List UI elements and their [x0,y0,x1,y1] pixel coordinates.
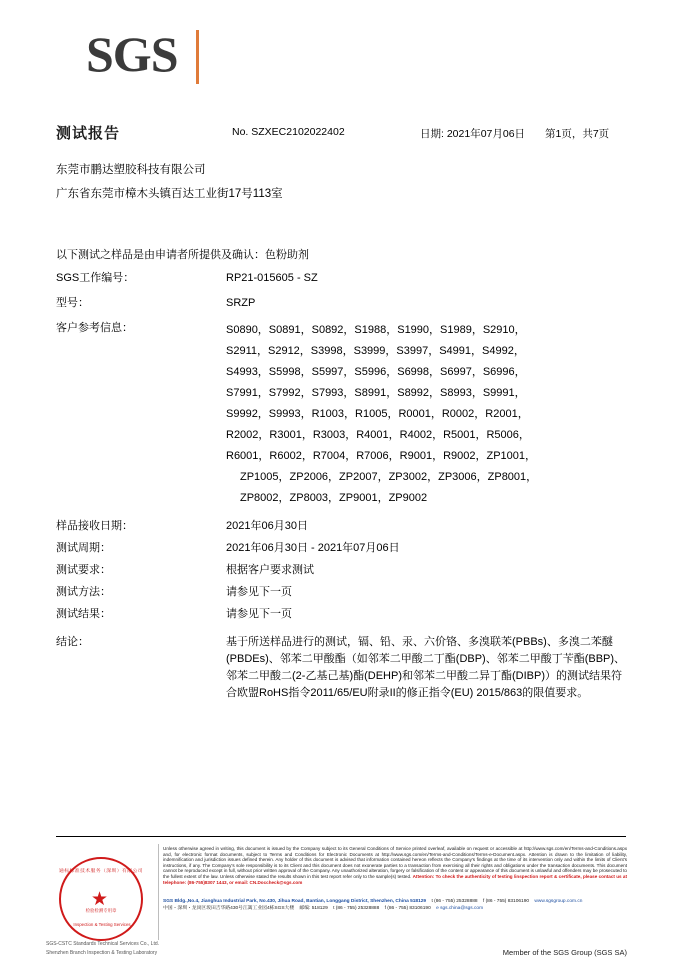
list-item: S9992，S9993，R1003，R1005，R0001，R0002，R2001， [226,408,529,420]
footer-tel-cn: t (86 - 755) 25328888 [333,906,380,912]
page-footer [0,836,677,959]
field-label: 客户参考信息： [56,322,133,334]
list-item: S7991，S7992，S7993，S8991，S8992，S8993，S9991， [226,387,526,399]
field-row [56,606,631,625]
list-item: R2002，R3001，R3003，R4001，R4002，R5001，R5006， [226,429,530,441]
report-date: 日期: 2021年07月06日 [420,128,526,140]
customer-reference-values [226,320,631,509]
footer-address-en: SGS Bldg.,No.4, Jianghua Industrial Park, No.430, Jihua Road, Bantian, Longgang District, Shenzhen, China 518129 [163,899,427,904]
field-list [56,270,631,708]
field-value: 2021年06月30日 [226,520,308,532]
conclusion-text: 基于所送样品进行的测试，镉、铅、汞、六价铬、多溴联苯(PBBs)、多溴二苯醚(PBDEs)、邻苯二甲酸酯（如邻苯二甲酸二丁酯(DBP)、邻苯二甲酸丁苄酯(BBP)、邻苯二甲酸二(2-乙基己基)酯(DEHP)和邻苯二甲酸二异丁酯(DIBP)）的测试结果符合欧盟RoHS指令2011/65/EU附录II的修正指令(EU) 2015/863的限值要求。 [226,636,626,699]
customer-reference-row [56,320,631,509]
stamp-mid-text: 检验检测专用章 [85,908,117,913]
sgs-logo-text: SGS [86,26,178,82]
sgs-logo-bar [196,30,199,84]
list-item: ZP1005，ZP2006，ZP2007，ZP3002，ZP3006，ZP8001， [240,471,538,483]
sgs-logo [86,28,196,90]
footer-terms [163,846,627,885]
footer-tel-en: t (86 - 755) 25328888 [431,899,478,904]
footer-fax-cn: f (86 - 755) 83106190 [384,906,431,912]
title-row [56,122,626,144]
field-value: 请参见下一页 [226,586,292,598]
list-item: S2911，S2912，S3998，S3999，S3997，S4991，S4992， [226,345,525,357]
stamp-bottom-text: Inspection & Testing Services [73,922,131,927]
company-stamp [46,852,160,956]
field-row [56,584,631,603]
field-value: SRZP [226,297,256,309]
field-row [56,295,631,314]
field-value: 请参见下一页 [226,608,292,620]
footer-divider [56,836,626,837]
client-company: 东莞市鹏达塑胶科技有限公司 [56,164,206,176]
list-item: S4993，S5998，S5997，S5996，S6998，S6997，S6996， [226,366,526,378]
field-label: 测试方法： [56,586,111,598]
list-item: ZP8002，ZP8003，ZP9001，ZP9002 [240,492,428,504]
footer-address-en-row [163,898,627,905]
stamp-branch-en: Shenzhen Branch Inspection & Testing Laboratory [46,950,158,956]
footer-address [163,898,627,913]
field-row [56,540,631,559]
field-value: 根据客户要求测试 [226,564,314,576]
field-label: 测试结果： [56,608,111,620]
conclusion-row [56,634,631,702]
field-value: 2021年06月30日 - 2021年07月06日 [226,542,400,554]
report-number: No. SZXEC2102022402 [232,126,345,138]
footer-attention: Attention: To check the authenticity of testing /inspection report & certificate, please contact us at telephone: (86-755)8307 1443, or email: CN.Doccheck@sgs.com [163,873,627,885]
field-row [56,270,631,289]
field-label: SGS工作编号： [56,272,135,284]
footer-address-cn: 中国・深圳・龙岗区坂田吉华路430号江篱工业园4栋SGS大楼 [163,906,295,912]
field-label: 型号： [56,297,89,309]
sample-statement: 以下测试之样品是由申请者所提供及确认：色粉助剂 [56,249,309,261]
footer-fax-en: f (86 - 755) 83106190 [482,899,530,904]
footer-member-note: Member of the SGS Group (SGS SA) [502,948,627,957]
page-indicator: 第1页，共7页 [545,128,610,140]
page-title: 测试报告 [56,125,121,142]
footer-terms-text: Unless otherwise agreed in writing, this document is issued by the Company subject to its General Conditions of Service printed overleaf, available on request or accessible at http://www.sgs.com/en/Terms-and-Conditions.aspx and, for electronic format documents, subject to Terms and Conditions for Electronic Documents at http://www.sgs.com/en/Terms-and-Conditions/Terms-e-Document.aspx. Attention is drawn to the limitation of liability, indemnification and jurisdiction issues defined therein. Any holder of this document is advised that information contained hereon reflects the Company's findings at the time of its intervention only and within the limits of Client's instructions, if any. The Company's sole responsibility is to its Client and this document does not exonerate parties to a transaction from exercising all their rights and obligations under the transaction documents. This document cannot be reproduced except in full, without prior written approval of the Company. Any unauthorized alteration, forgery or falsification of the content or appearance of this document is unlawful and offenders may be prosecuted to the fullest extent of the law. Unless otherwise stated the results shown in this test report refer only to the sample(s) tested. [163,846,627,879]
footer-vertical-rule [158,844,159,940]
field-label: 样品接收日期： [56,520,133,532]
field-label: 结论： [56,636,89,648]
client-address: 广东省东莞市樟木头镇百达工业街17号113室 [56,188,283,200]
stamp-top-text: 通标标准技术服务（深圳）有限公司 [59,868,143,873]
field-label: 测试周期： [56,542,111,554]
list-item: S0890，S0891，S0892，S1988，S1990，S1989，S2910， [226,324,526,336]
footer-zip-cn: 邮编: 518129 [299,906,328,912]
stamp-company-en: SGS-CSTC Standards Technical Services Co., Ltd. [46,941,160,947]
footer-email[interactable]: e sgs.china@sgs.com [436,906,484,912]
star-icon: ★ [91,889,109,910]
field-row [56,562,631,581]
field-label: 测试要求： [56,564,111,576]
footer-website[interactable]: www.sgsgroup.com.cn [534,899,583,904]
field-value: RP21-015605 - SZ [226,272,318,284]
list-item: R6001，R6002，R7004，R7006，R9001，R9002，ZP1001， [226,450,537,462]
footer-address-cn-row [163,905,627,912]
field-row [56,518,631,537]
